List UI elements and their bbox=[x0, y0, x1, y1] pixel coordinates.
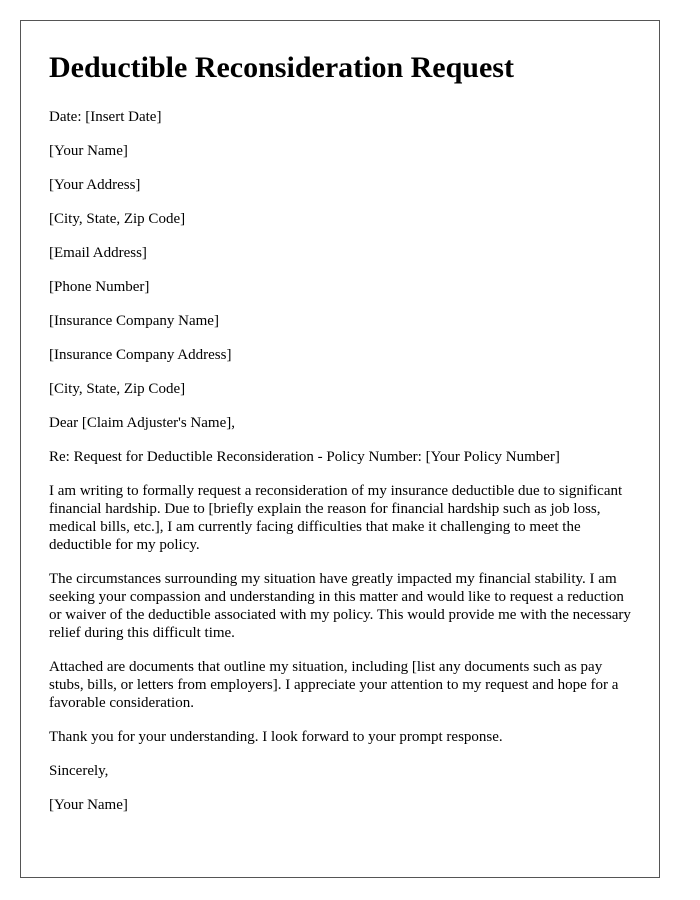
body-paragraph-1: I am writing to formally request a reconsideration of my insurance deductible due to significant financial hardship. Due to [briefly explain the reason for financial hardship such as job loss, medical bills, etc.], I am currently facing difficulties that make it challenging to meet the deductible for my policy. bbox=[49, 483, 623, 553]
sender-phone: [Phone Number] bbox=[49, 279, 150, 295]
letter-title: Deductible Reconsideration Request bbox=[49, 51, 514, 84]
date-line: Date: [Insert Date] bbox=[49, 109, 162, 125]
company-name: [Insurance Company Name] bbox=[49, 313, 219, 329]
signature: [Your Name] bbox=[49, 797, 128, 813]
body-paragraph-2: The circumstances surrounding my situation have greatly impacted my financial stability. I am seeking your compassion and understanding in this matter and would like to request a reduction or waiver of the deductible associated with my policy. This would provide me with the necessary relief during this difficult time. bbox=[49, 571, 631, 641]
sender-name: [Your Name] bbox=[49, 143, 128, 159]
company-address: [Insurance Company Address] bbox=[49, 347, 232, 363]
company-city: [City, State, Zip Code] bbox=[49, 381, 186, 397]
salutation: Dear [Claim Adjuster's Name], bbox=[49, 415, 235, 431]
sender-email: [Email Address] bbox=[49, 245, 147, 261]
body-paragraph-4: Thank you for your understanding. I look forward to your prompt response. bbox=[49, 729, 503, 745]
letter-page bbox=[20, 20, 660, 878]
body-paragraph-3: Attached are documents that outline my situation, including [list any documents such as pay stubs, bills, or letters from employers]. I appreciate your attention to my request and hope for a favorable consideration. bbox=[49, 659, 619, 711]
closing: Sincerely, bbox=[49, 763, 109, 779]
subject-line: Re: Request for Deductible Reconsideration - Policy Number: [Your Policy Number] bbox=[49, 449, 560, 465]
sender-city: [City, State, Zip Code] bbox=[49, 211, 186, 227]
letter-content bbox=[49, 49, 639, 830]
sender-address: [Your Address] bbox=[49, 177, 141, 193]
